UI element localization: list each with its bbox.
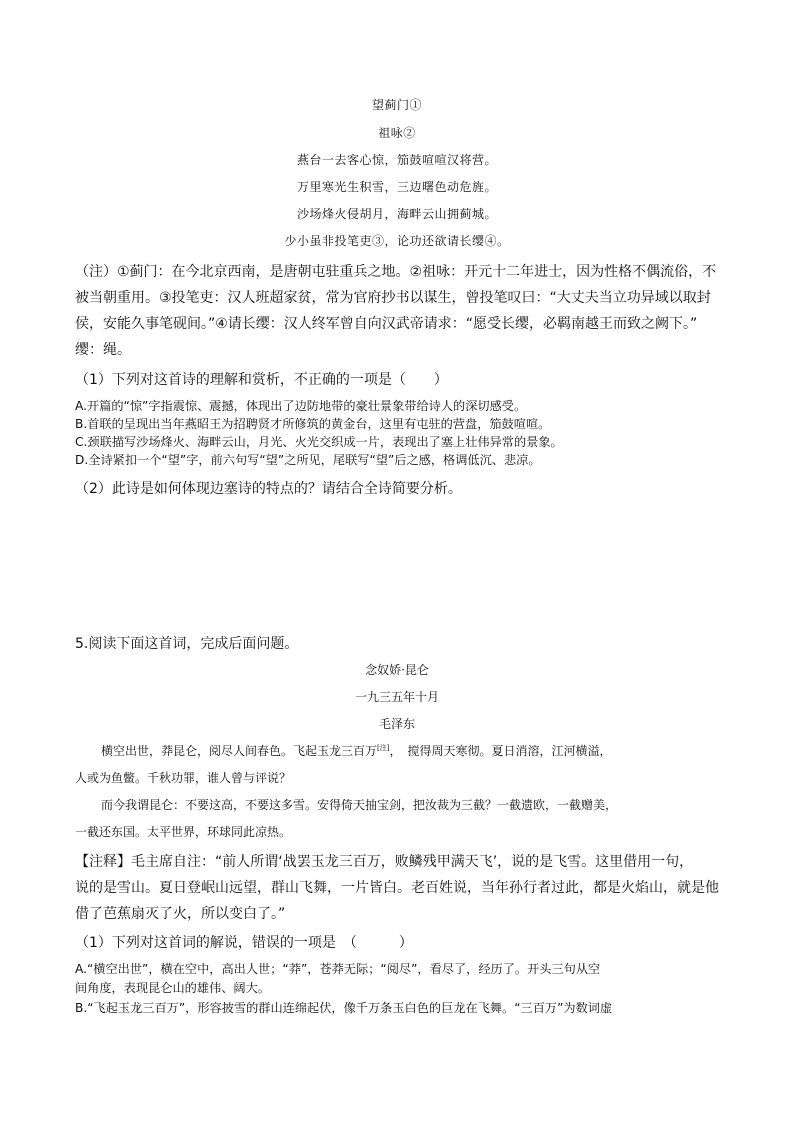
option-c: C.颈联描写沙场烽火、海畔云山，月光、火光交织成一片，表现出了塞上壮伟异常的景象。 bbox=[75, 435, 563, 449]
ci-title: 念奴娇·昆仑 bbox=[365, 663, 429, 677]
poem-note-line: 被当朝重用。③投笔吏：汉人班超家贫，常为官府抄书以谋生，曾投笔叹曰：“大丈夫当立功异域以取封 bbox=[75, 290, 711, 306]
ci-paragraph-line: 一截还东国。太平世界，环球同此凉热。 bbox=[75, 825, 292, 839]
option-b: B.首联的呈现出当年燕昭王为招聘贤才所修筑的黄金台，这里有屯驻的营盘，笳鼓喧喧。 bbox=[75, 417, 551, 431]
annotation-line: 借了芭蕉扇灭了火，所以变白了。” bbox=[75, 906, 286, 922]
poem-note-line: 侯，安能久事笔砚间。”④请长缨：汉人终军曾自向汉武帝请求：“愿受长缨，必羁南越王而致之阙下。” bbox=[75, 316, 698, 332]
poem-author: 祖咏② bbox=[378, 126, 416, 140]
poem-line: 沙场烽火侵胡月，海畔云山拥蓟城。 bbox=[296, 207, 497, 221]
section-heading: 5.阅读下面这首词，完成后面问题。 bbox=[75, 636, 299, 652]
option-b: B.“飞起玉龙三百万”，形容披雪的群山连绵起伏，像千万条玉白色的巨龙在飞舞。“三百万”为数词虚 bbox=[75, 1001, 613, 1015]
ci-text: 横空出世，莽昆仑，阅尽人间春色。飞起玉龙三百万 bbox=[101, 744, 378, 758]
option-d: D.全诗紧扣一个“望”字，前六句写“望”之所见，尾联写“望”后之感，格调低沉、悲凉。 bbox=[75, 453, 541, 467]
question-stem: （1）下列对这首词的解说，错误的一项是 （ ） bbox=[75, 935, 413, 951]
footnote-marker: [注] bbox=[377, 744, 390, 752]
poem-line: 万里寒光生积雪，三边曙色动危旌。 bbox=[296, 180, 497, 194]
poem-line: 燕台一去客心惊，笳鼓喧喧汉将营。 bbox=[296, 153, 497, 167]
poem-line: 少小虽非投笔吏③，论功还欲请长缨④。 bbox=[284, 234, 510, 248]
question-2: （2）此诗是如何体现边塞诗的特点的？请结合全诗简要分析。 bbox=[75, 481, 462, 497]
annotation-line: 说的是雪山。夏日登岷山远望，群山飞舞，一片皆白。老百姓说，当年孙行者过此，都是火焰山，就是他 bbox=[75, 880, 719, 896]
ci-paragraph-line: 人或为鱼鳖。千秋功罪，谁人曾与评说？ bbox=[75, 771, 292, 785]
ci-date: 一九三五年十月 bbox=[354, 690, 439, 704]
question-stem: （1）下列对这首诗的理解和赏析，不正确的一项是（ ） bbox=[75, 372, 448, 388]
ci-paragraph-line: 而今我谓昆仑：不要这高，不要这多雪。安得倚天抽宝剑，把汝裁为三截？一截遗欧，一截赠美， bbox=[101, 798, 618, 812]
ci-paragraph-line bbox=[101, 742, 612, 759]
poem-title: 望蓟门① bbox=[371, 98, 422, 112]
ci-author: 毛泽东 bbox=[378, 717, 415, 731]
option-a: A.开篇的“惊”字指震惊、震撼，体现出了边防地带的豪壮景象带给诗人的深切感受。 bbox=[75, 399, 527, 413]
annotation-line: 【注释】毛主席自注：“前人所谓‘战罢玉龙三百万，败鳞残甲满天飞’，说的是飞雪。这里借用一句， bbox=[75, 854, 694, 870]
option-a-cont: 间角度，表现昆仑山的雄伟、阔大。 bbox=[75, 981, 270, 995]
poem-note-line: （注）①蓟门：在今北京西南，是唐朝屯驻重兵之地。②祖咏：开元十二年进士，因为性格不偶流俗，不 bbox=[75, 264, 717, 280]
ci-text: ， 搅得周天寒彻。夏日消溶，江河横溢， bbox=[389, 744, 612, 758]
option-a: A.“横空出世”，横在空中，高出人世；“莽”，苍莽无际；“阅尽”，看尽了，经历了。开头三句从空 bbox=[75, 962, 601, 976]
poem-note-line: 缨：绳。 bbox=[75, 342, 131, 358]
